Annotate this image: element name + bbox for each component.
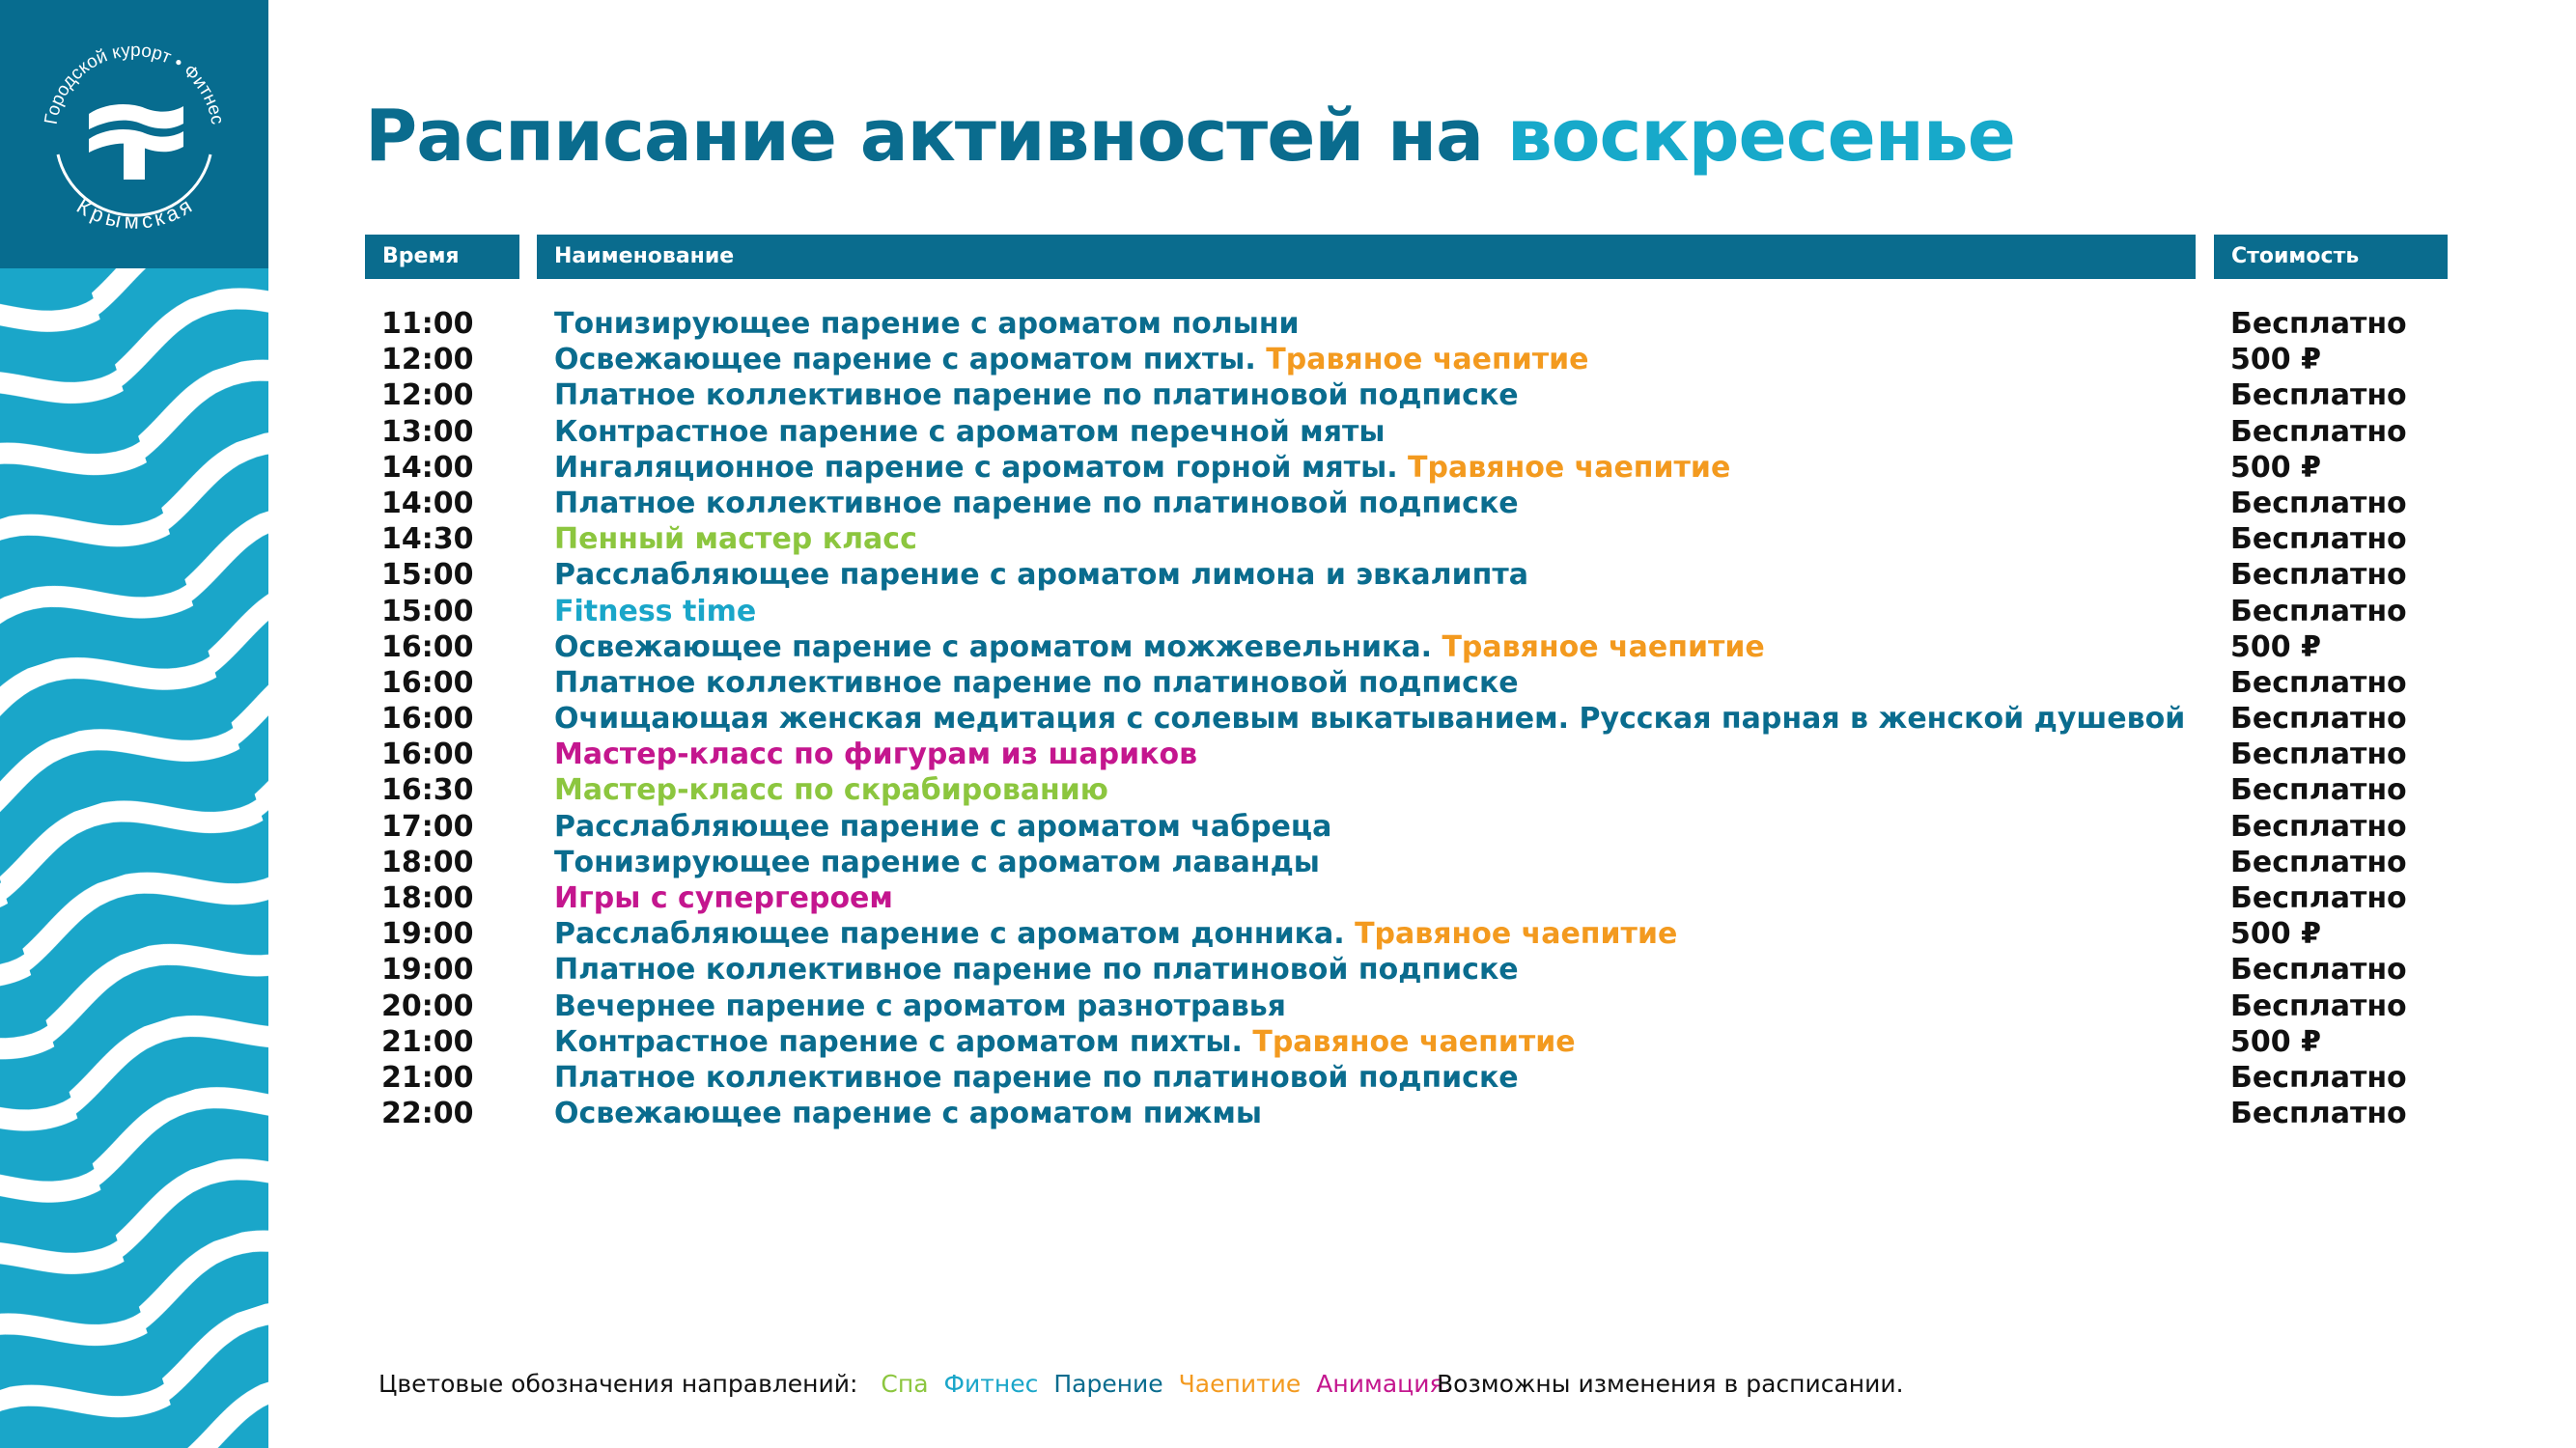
row-cost: Бесплатно (2230, 809, 2407, 844)
row-activity: Мастер-класс по скрабированию (554, 773, 1108, 808)
row-activity: Платное коллективное парение по платиновой подписке (554, 1060, 1519, 1095)
schedule-list (0, 306, 2576, 1131)
row-tea-extra: Травяное чаепитие (1252, 1024, 1576, 1059)
row-activity: Платное коллективное парение по платиновой подписке (554, 665, 1519, 700)
row-name (554, 989, 1286, 1024)
row-cost: 500 ₽ (2230, 1024, 2321, 1059)
schedule-row (0, 772, 2576, 808)
schedule-row (0, 989, 2576, 1024)
row-name (554, 1096, 1262, 1131)
schedule-row (0, 414, 2576, 450)
row-cost: Бесплатно (2230, 414, 2407, 449)
row-activity: Игры с супергероем (554, 881, 893, 915)
logo-ring-top: Городской курорт • Фитнес (41, 40, 228, 126)
schedule-row (0, 450, 2576, 486)
schedule-row (0, 916, 2576, 952)
row-time: 19:00 (381, 953, 474, 988)
row-name (554, 845, 1320, 880)
row-time: 13:00 (381, 414, 474, 449)
row-activity: Платное коллективное парение по платиновой подписке (554, 378, 1519, 413)
schedule-row (0, 809, 2576, 845)
schedule-row (0, 594, 2576, 629)
row-activity: Контрастное парение с ароматом перечной мяты (554, 414, 1386, 449)
row-time: 17:00 (381, 809, 474, 844)
row-activity: Вечернее парение с ароматом разнотравья (554, 989, 1286, 1023)
row-activity: Тонизирующее парение с ароматом лаванды (554, 845, 1320, 879)
row-time: 14:00 (381, 486, 474, 520)
row-time: 11:00 (381, 307, 474, 341)
row-name (554, 701, 2185, 737)
schedule-row (0, 1096, 2576, 1131)
row-time: 16:00 (381, 738, 474, 772)
logo (0, 0, 268, 268)
row-activity: Платное коллективное парение по платиновой подписке (554, 486, 1519, 520)
row-time: 16:00 (381, 629, 474, 664)
row-cost: Бесплатно (2230, 773, 2407, 808)
row-name (554, 414, 1385, 450)
schedule-row (0, 629, 2576, 665)
schedule-row (0, 486, 2576, 521)
schedule-row (0, 342, 2576, 377)
row-time: 16:00 (381, 702, 474, 737)
row-cost: 500 ₽ (2230, 343, 2321, 377)
legend-label: Цветовые обозначения направлений: (378, 1370, 858, 1398)
row-name (554, 306, 1300, 342)
row-name (554, 952, 1519, 988)
schedule-row (0, 737, 2576, 772)
schedule-row (0, 306, 2576, 342)
row-time: 18:00 (381, 881, 474, 915)
schedule-row (0, 557, 2576, 593)
schedule-row (0, 701, 2576, 737)
row-name (554, 665, 1519, 701)
row-cost: Бесплатно (2230, 1097, 2407, 1131)
row-activity: Расслабляющее парение с ароматом донника. (554, 917, 1345, 952)
row-name (554, 594, 756, 629)
row-time: 22:00 (381, 1097, 474, 1131)
row-name (554, 772, 1108, 808)
row-time: 14:30 (381, 522, 474, 557)
row-time: 18:00 (381, 845, 474, 879)
row-activity: Мастер-класс по фигурам из шариков (554, 738, 1198, 772)
title-main: Расписание активностей на (365, 95, 1484, 178)
page-title (365, 93, 2015, 180)
legend-item-steam: Парение (1053, 1370, 1163, 1398)
schedule-row (0, 521, 2576, 557)
row-time: 16:00 (381, 665, 474, 700)
logo-mark-icon (0, 0, 268, 268)
row-name (554, 809, 1331, 845)
legend-item-animation: Анимация. (1316, 1370, 1452, 1398)
row-name (554, 737, 1197, 772)
row-cost: 500 ₽ (2230, 917, 2321, 952)
row-name (554, 450, 1730, 486)
legend-item-tea: Чаепитие (1178, 1370, 1302, 1398)
header-cost: Стоимость (2214, 235, 2448, 279)
row-tea-extra: Травяное чаепитие (1355, 917, 1678, 952)
row-time: 21:00 (381, 1060, 474, 1095)
row-cost: Бесплатно (2230, 881, 2407, 915)
row-cost: Бесплатно (2230, 702, 2407, 737)
row-time: 16:30 (381, 773, 474, 808)
row-activity: Fitness time (554, 594, 757, 628)
row-name (554, 342, 1589, 377)
row-cost: Бесплатно (2230, 953, 2407, 988)
row-name (554, 486, 1519, 521)
row-activity: Пенный мастер класс (554, 522, 917, 557)
schedule-row (0, 665, 2576, 701)
row-time: 19:00 (381, 917, 474, 952)
row-tea-extra: Травяное чаепитие (1266, 343, 1589, 377)
row-cost: Бесплатно (2230, 558, 2407, 593)
row-activity: Освежающее парение с ароматом можжевельника. (554, 629, 1433, 664)
legend-item-spa: Спа (881, 1370, 929, 1398)
row-name (554, 916, 1677, 952)
row-cost: Бесплатно (2230, 594, 2407, 628)
row-time: 12:00 (381, 343, 474, 377)
row-cost: Бесплатно (2230, 845, 2407, 879)
row-cost: Бесплатно (2230, 665, 2407, 700)
row-name (554, 521, 917, 557)
row-cost: 500 ₽ (2230, 629, 2321, 664)
schedule-row (0, 952, 2576, 988)
logo-ring-bottom: Крымская (72, 193, 196, 234)
header-name: Наименование (537, 235, 2196, 279)
row-cost: Бесплатно (2230, 522, 2407, 557)
row-name (554, 629, 1765, 665)
row-activity: Освежающее парение с ароматом пижмы (554, 1097, 1263, 1131)
schedule-row (0, 1024, 2576, 1060)
schedule-row (0, 1060, 2576, 1096)
row-activity: Очищающая женская медитация с солевым выкатыванием. Русская парная в женской душевой (554, 702, 2186, 737)
row-cost: 500 ₽ (2230, 450, 2321, 485)
title-day: воскресенье (1506, 95, 2015, 178)
row-time: 21:00 (381, 1024, 474, 1059)
row-activity: Расслабляющее парение с ароматом чабреца (554, 809, 1332, 844)
row-activity: Платное коллективное парение по платиновой подписке (554, 953, 1519, 988)
row-activity: Контрастное парение с ароматом пихты. (554, 1024, 1243, 1059)
row-name (554, 377, 1519, 413)
row-cost: Бесплатно (2230, 378, 2407, 413)
schedule-row (0, 880, 2576, 916)
row-cost: Бесплатно (2230, 486, 2407, 520)
schedule-row (0, 377, 2576, 413)
row-activity: Расслабляющее парение с ароматом лимона и эвкалипта (554, 558, 1529, 593)
row-cost: Бесплатно (2230, 1060, 2407, 1095)
row-name (554, 557, 1528, 593)
header-time: Время (365, 235, 519, 279)
row-activity: Освежающее парение с ароматом пихты. (554, 343, 1256, 377)
row-name (554, 1060, 1519, 1096)
row-cost: Бесплатно (2230, 738, 2407, 772)
legend-item-fitness: Фитнес (943, 1370, 1039, 1398)
schedule-row (0, 845, 2576, 880)
row-time: 15:00 (381, 558, 474, 593)
row-activity: Ингаляционное парение с ароматом горной мяты. (554, 450, 1398, 485)
row-time: 12:00 (381, 378, 474, 413)
row-tea-extra: Травяное чаепитие (1408, 450, 1731, 485)
row-cost: Бесплатно (2230, 989, 2407, 1023)
row-time: 14:00 (381, 450, 474, 485)
row-time: 20:00 (381, 989, 474, 1023)
svg-text:Крымская (72, 194, 196, 234)
row-cost: Бесплатно (2230, 307, 2407, 341)
color-legend (378, 1368, 1482, 1401)
schedule-change-note: Возможны изменения в расписании. (1437, 1370, 1904, 1398)
row-name (554, 880, 893, 916)
row-tea-extra: Травяное чаепитие (1442, 629, 1765, 664)
row-name (554, 1024, 1576, 1060)
row-time: 15:00 (381, 594, 474, 628)
row-activity: Тонизирующее парение с ароматом полыни (554, 307, 1300, 341)
